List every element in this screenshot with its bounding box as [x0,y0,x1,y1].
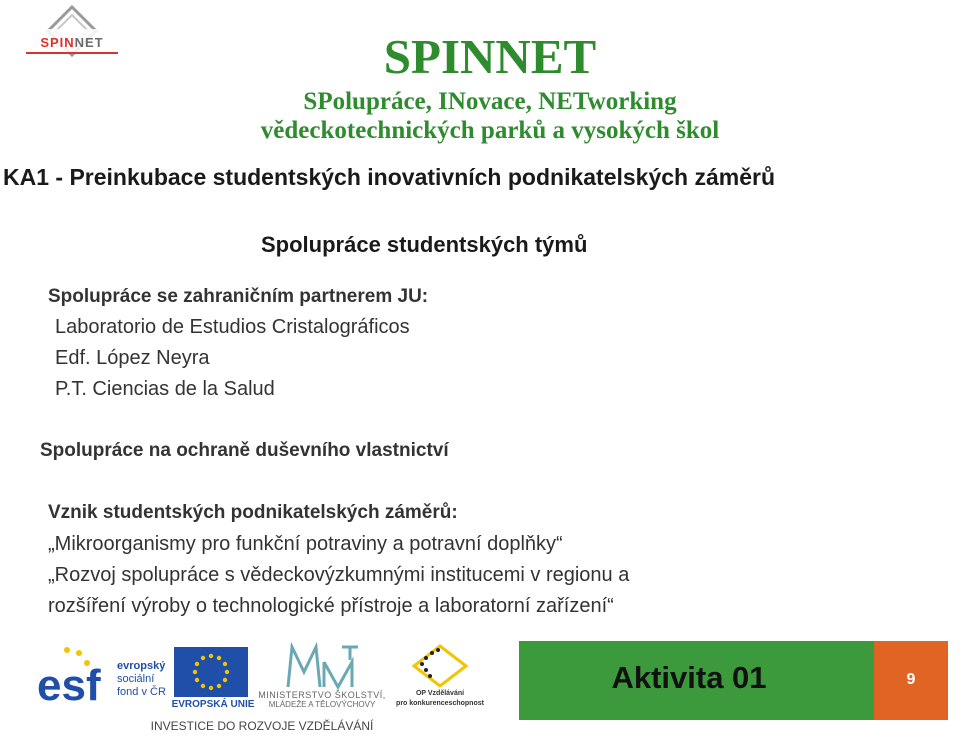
subtitle-line-2: vědeckotechnických parků a vysokých škol [260,117,720,144]
plan-line: rozšíření výroby o technologické přístroje a laboratorní zařízení“ [48,595,614,617]
eu-flag-icon [174,647,248,697]
page-title: SPINNET [383,29,597,84]
op-logo-graphic [396,642,484,690]
slide-number: 9 [906,671,916,688]
eu-label: EVROPSKÁ UNIE [171,699,255,710]
partner-line: P.T. Ciencias de la Salud [55,378,275,400]
op-line-1: OP Vzdělávání [415,690,465,697]
msmt-logo-graphic [258,642,383,692]
msmt-line-2: MLÁDEŽE A TĚLOVÝCHOVY [268,700,376,709]
plans-title: Vznik studentských podnikatelských záměrů: [48,502,458,523]
partner-title: Spolupráce se zahraničním partnerem JU: [48,286,429,307]
esf-text-line: evropský [117,660,166,672]
plan-line: „Rozvoj spolupráce s vědeckovýzkumnými institucemi v regionu a [48,564,630,586]
activity-label: Aktivita 01 [611,660,767,695]
ka1-heading: KA1 - Preinkubace studentských inovativních podnikatelských záměrů [3,164,776,190]
esf-logo [37,645,172,710]
esf-text-line: fond v ČR [117,686,166,698]
logo-text-grey: NET [74,35,104,50]
esf-letters: esf [37,661,101,710]
team-heading: Spolupráce studentských týmů [261,232,588,257]
op-line-2: pro konkurenceschopnost [396,700,484,707]
subtitle-line-1: SPolupráce, INovace, NETworking [303,88,677,115]
partner-line: Laboratorio de Estudios Cristalográficos [55,316,410,338]
ip-heading: Spolupráce na ochraně duševního vlastnictví [40,440,449,461]
logo-text-red: SPIN [40,35,75,50]
partner-line: Edf. López Neyra [55,347,210,369]
msmt-line-1: MINISTERSTVO ŠKOLSTVÍ, [258,690,386,700]
eu-stars [174,647,248,697]
plan-line: „Mikroorganismy pro funkční potraviny a potravní doplňky“ [48,533,563,555]
esf-logo-graphic [37,645,172,710]
invest-text: INVESTICE DO ROZVOJE VZDĚLÁVÁNÍ [150,719,374,733]
esf-text-line: sociální [117,673,155,685]
